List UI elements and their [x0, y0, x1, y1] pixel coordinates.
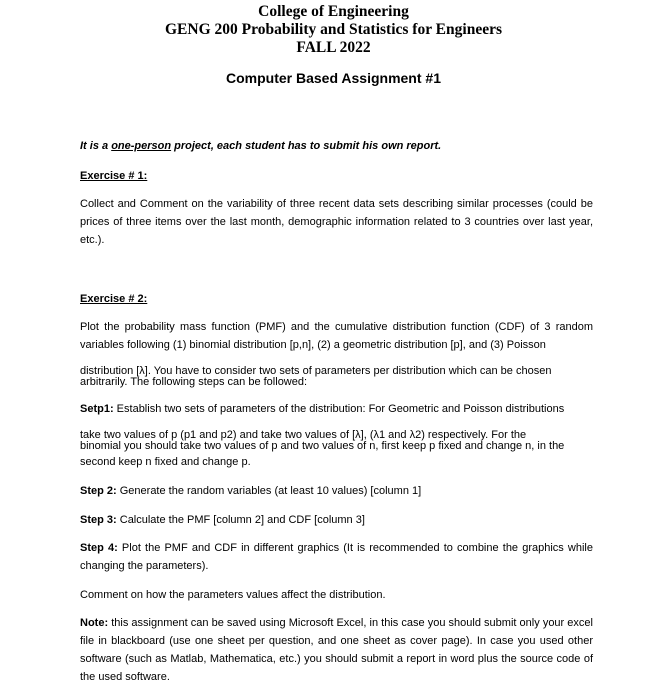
- term: FALL 2022: [296, 39, 371, 56]
- step-2-text: Generate the random variables (at least 10 values) [column 1]: [116, 485, 422, 497]
- course-title: GENG 200 Probability and Statistics for Engineers: [164, 21, 502, 38]
- exercise-2-distribution-line-1: distribution [λ]. You have to consider two sets of parameters per distribution which can be chosen: [80, 365, 552, 377]
- intro-suffix: project, each student has to submit his own report.: [171, 140, 442, 152]
- intro-emphasis: one-person: [111, 140, 172, 152]
- step-4: [80, 539, 593, 575]
- assignment-title: Computer Based Assignment #1: [226, 70, 441, 86]
- intro-prefix: It is a: [80, 140, 112, 152]
- step-3-label: Step 3:: [80, 514, 117, 526]
- step-1-detail-line-3: second keep n fixed and change p.: [80, 456, 251, 468]
- step-1-label: Setp1:: [80, 403, 114, 415]
- exercise-1-heading: Exercise # 1:: [80, 170, 148, 182]
- exercise-2-heading: Exercise # 2:: [80, 293, 148, 305]
- comment-instruction: Comment on how the parameters values affect the distribution.: [80, 589, 386, 601]
- step-1: [80, 400, 564, 418]
- note-label: Note:: [80, 617, 109, 629]
- step-4-text: Plot the PMF and CDF in different graphics (It is recommended to combine the graphics while changing the parameters).: [80, 542, 593, 572]
- exercise-2-distribution-line-2: arbitrarily. The following steps can be followed:: [80, 376, 308, 388]
- step-3-text: Calculate the PMF [column 2] and CDF [column 3]: [116, 514, 365, 526]
- step-4-label: Step 4:: [80, 542, 118, 554]
- step-1-text: Establish two sets of parameters of the distribution: For Geometric and Poisson distributions: [113, 403, 565, 415]
- note: [80, 614, 593, 686]
- step-1-detail-line-1: take two values of p (p1 and p2) and take two values of [λ], (λ1 and λ2) respectively. For the: [80, 429, 527, 441]
- note-text: this assignment can be saved using Microsoft Excel, in this case you should submit only your excel file in blackboard (use one sheet per question, and one sheet as cover page). In case you used other software (such as Matlab, Mathematica, etc.) you should submit a report in word plus the source code of the used software.: [80, 617, 593, 683]
- exercise-1-body: Collect and Comment on the variability of three recent data sets describing similar processes (could be prices of three items over the last month, demographic information related to 3 countries over last year, etc.).: [80, 198, 593, 246]
- exercise-2-intro: Plot the probability mass function (PMF) and the cumulative distribution function (CDF) of 3 random variables following (1) binomial distribution [p,n], (2) a geometric distribution [p], and (3) Poisson: [80, 321, 593, 351]
- step-2: [80, 482, 421, 500]
- step-2-label: Step 2:: [80, 485, 117, 497]
- step-1-detail-line-2: binomial you should take two values of p and two values of n, first keep p fixed and change n, in the: [80, 440, 565, 452]
- step-3: [80, 511, 365, 529]
- intro-statement: [80, 137, 441, 155]
- college-name: College of Engineering: [258, 3, 409, 20]
